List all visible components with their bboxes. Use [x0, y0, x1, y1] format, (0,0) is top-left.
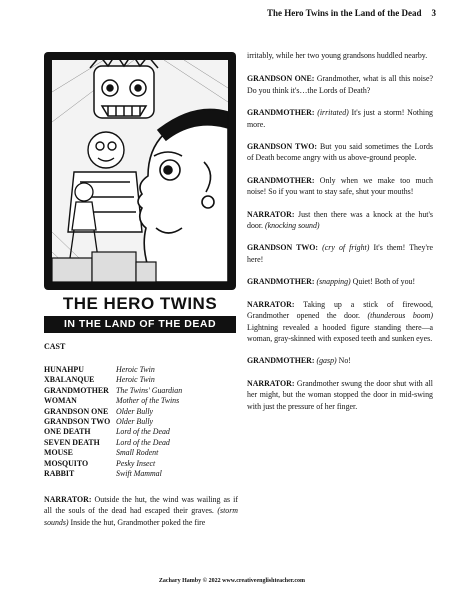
- page-footer: Zachary Hamby © 2022 www.creativeenglishteacher.com: [158, 578, 306, 584]
- script-paragraph: [247, 276, 433, 287]
- stage-direction: (storm sounds): [44, 506, 238, 527]
- stage-direction: (knocking sound): [264, 221, 320, 231]
- speaker-label: GRANDSON TWO:: [247, 243, 319, 253]
- cover-illustration: [44, 52, 236, 290]
- cast-row: [44, 448, 236, 458]
- cast-name: GRANDSON TWO: [44, 417, 111, 427]
- cast-description: Swift Mammal: [116, 469, 162, 479]
- script-paragraph: [247, 175, 433, 198]
- stage-direction: (cry of fright): [318, 243, 370, 253]
- cast-description: Older Bully: [116, 406, 154, 416]
- page-number: 3: [431, 8, 436, 18]
- cast-name: WOMAN: [44, 396, 77, 406]
- cast-list: [44, 365, 236, 479]
- speaker-label: GRANDSON TWO:: [247, 142, 317, 152]
- cast-row: [44, 459, 236, 469]
- cast-row: [44, 375, 236, 385]
- cast-row: [44, 417, 236, 427]
- script-paragraph: [247, 378, 433, 412]
- script-paragraph: [247, 209, 433, 232]
- cast-row: [44, 396, 236, 406]
- speaker-label: GRANDMOTHER:: [247, 356, 315, 366]
- cast-description: Lord of the Dead: [116, 427, 170, 437]
- dialogue-text: Inside the hut, Grandmother poked the fire: [68, 517, 206, 527]
- cast-description: Heroic Twin: [116, 365, 155, 374]
- cast-name: ONE DEATH: [44, 427, 91, 437]
- speaker-label: GRANDMOTHER:: [247, 277, 315, 287]
- script-paragraph: [247, 242, 433, 265]
- cast-description: Heroic Twin: [116, 375, 155, 385]
- cast-name: MOSQUITO: [44, 458, 89, 468]
- dialogue-text: It's them! They're here!: [247, 243, 433, 264]
- cast-row: [44, 365, 236, 375]
- cast-description: Mother of the Twins: [116, 396, 180, 406]
- script-paragraph: [247, 141, 433, 164]
- script-column: [247, 50, 433, 423]
- speaker-label: NARRATOR:: [247, 209, 295, 219]
- dialogue-text: irritably, while her two young grandsons huddled nearby.: [247, 51, 428, 60]
- dialogue-text: Lightning revealed a hooded figure standing there—a woman, gray-skinned with exposed teeth and sunken eyes.: [247, 322, 433, 343]
- script-paragraph: [247, 50, 433, 61]
- cast-name: XBALANQUE: [44, 375, 95, 385]
- cast-heading: CAST: [44, 342, 66, 351]
- narration-paragraph: [44, 494, 238, 528]
- title-line-2: IN THE LAND OF THE DEAD: [44, 316, 236, 333]
- speaker-label: NARRATOR:: [44, 495, 92, 504]
- stage-direction: (irritated): [314, 108, 349, 118]
- cast-description: Lord of the Dead: [116, 437, 170, 447]
- cast-description: Small Rodent: [116, 448, 159, 458]
- cast-name: GRANDMOTHER: [44, 385, 109, 395]
- cast-name: MOUSE: [44, 448, 73, 458]
- speaker-label: NARRATOR:: [247, 378, 295, 388]
- script-paragraph: [247, 73, 433, 96]
- speaker-label: GRANDSON ONE:: [247, 74, 315, 84]
- script-paragraph: [247, 355, 433, 366]
- dialogue-text: Only when we make too much noise! So if you want to stay safe, shut your mouths!: [247, 175, 433, 197]
- header-title: The Hero Twins in the Land of the Dead: [266, 8, 422, 18]
- cast-row: [44, 469, 236, 479]
- play-title: [44, 294, 236, 333]
- dialogue-text: It's just a storm! Nothing more.: [247, 108, 433, 129]
- dialogue-text: But you said sometimes the Lords of Death become angry with us above-ground people.: [247, 142, 433, 163]
- cast-name: SEVEN DEATH: [44, 437, 100, 447]
- cast-name: RABBIT: [44, 469, 75, 479]
- cast-row: [44, 386, 236, 396]
- cast-description: The Twins' Guardian: [116, 385, 183, 395]
- cast-description: Pesky Insect: [116, 458, 156, 468]
- stage-direction: (gasp): [314, 356, 337, 366]
- dialogue-text: Taking up a stick of firewood, Grandmother opened the door.: [247, 299, 433, 321]
- dialogue-text: No!: [336, 356, 351, 366]
- dialogue-text: Quiet! Both of you!: [350, 277, 416, 287]
- stage-direction: (snapping): [314, 277, 351, 287]
- script-paragraph: [247, 107, 433, 130]
- speaker-label: GRANDMOTHER:: [247, 108, 315, 118]
- speaker-label: NARRATOR:: [247, 299, 295, 309]
- cast-name: GRANDSON ONE: [44, 406, 109, 416]
- stage-direction: (thunderous boom): [367, 311, 434, 321]
- dialogue-text: Outside the hut, the wind was wailing as if all the souls of the dead had escaped their graves.: [44, 495, 238, 516]
- running-header: [267, 8, 436, 18]
- speaker-label: GRANDMOTHER:: [247, 175, 315, 185]
- cast-row: [44, 407, 236, 417]
- title-line-1: THE HERO TWINS: [62, 294, 218, 313]
- cast-row: [44, 438, 236, 448]
- cast-description: Older Bully: [116, 417, 154, 427]
- cast-row: [44, 427, 236, 437]
- dialogue-text: Grandmother, what is all this noise? Do you think it's…the Lords of Death?: [247, 74, 433, 95]
- dialogue-text: Grandmother swung the door shut with all her might, but the woman stopped the door in mid-swing with just the pressure of her finger.: [247, 378, 433, 411]
- script-paragraph: [247, 299, 433, 345]
- cast-name: HUNAHPU: [44, 365, 84, 374]
- dialogue-text: Just then there was a knock at the hut's door.: [247, 209, 433, 231]
